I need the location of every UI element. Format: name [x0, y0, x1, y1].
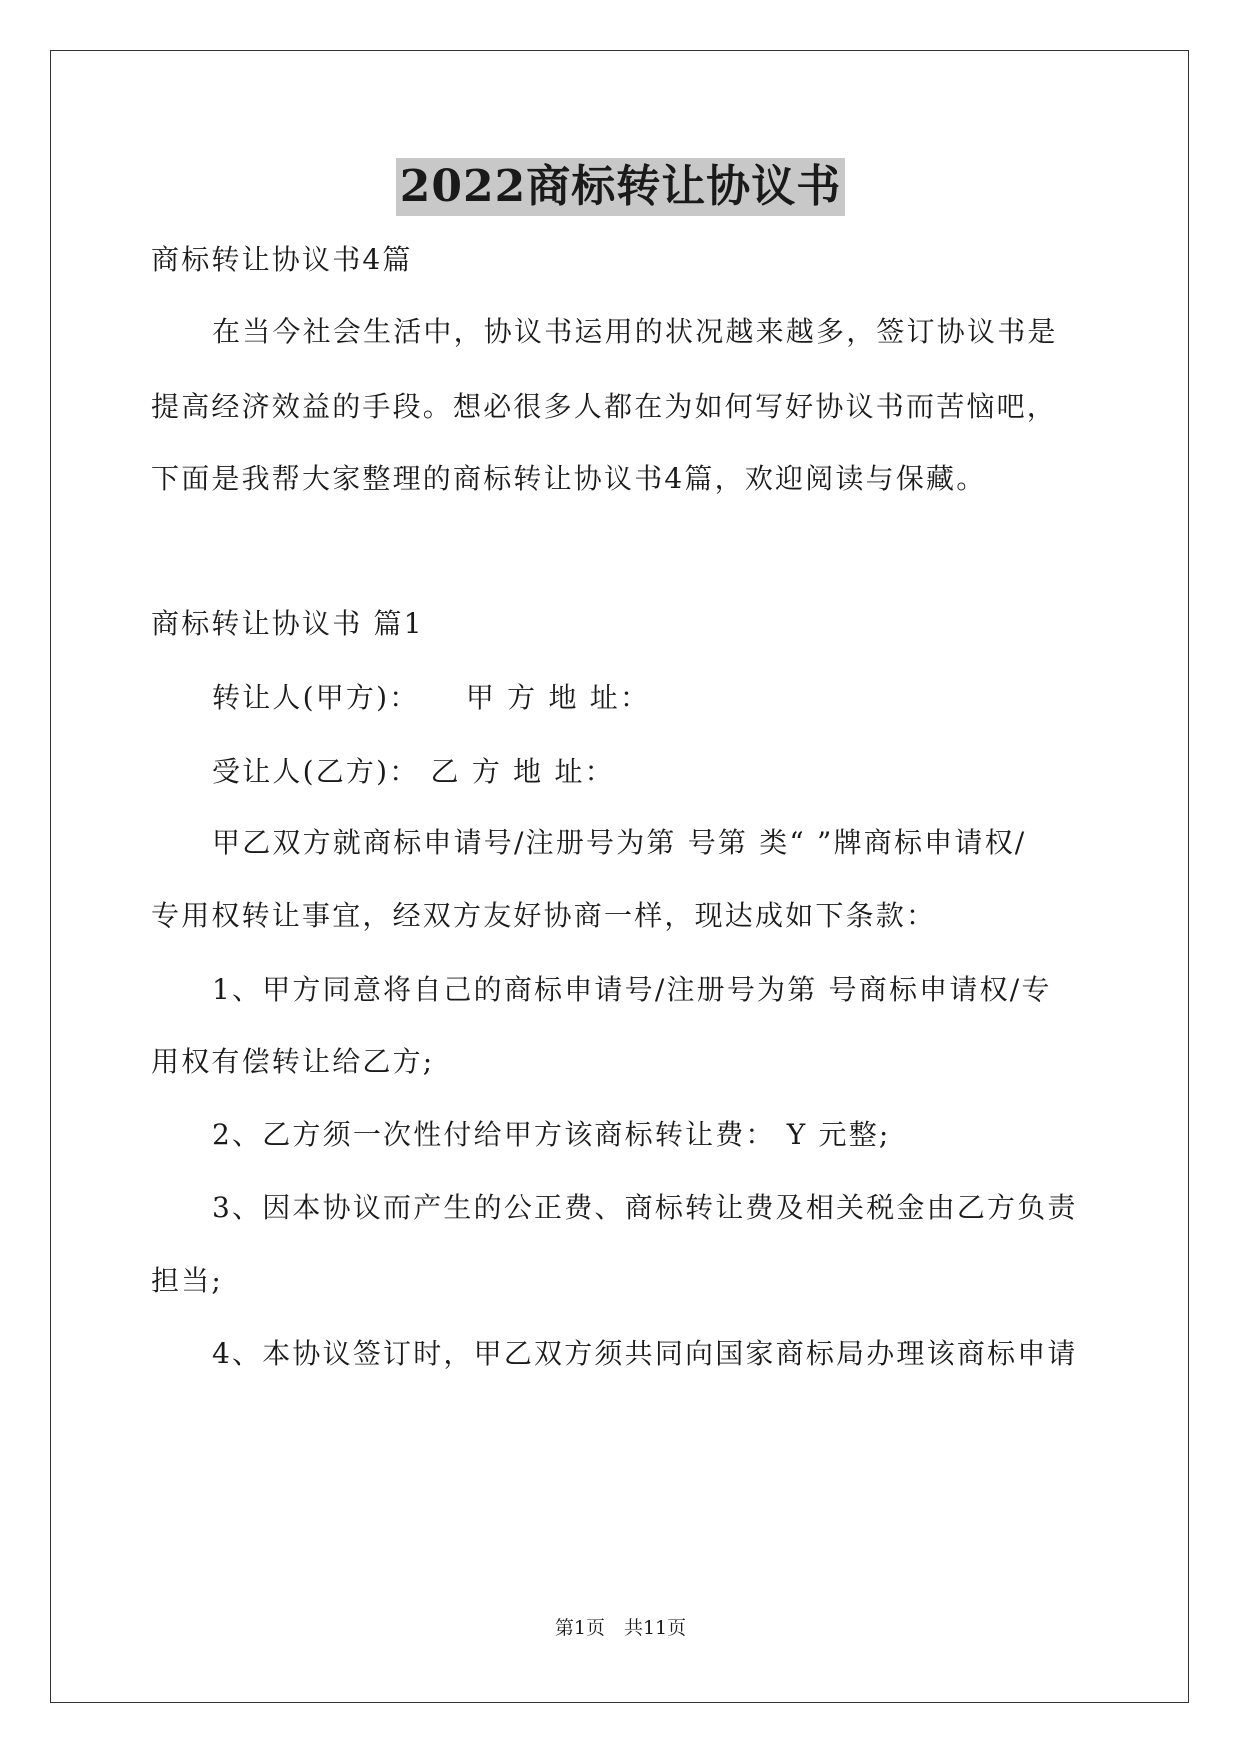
paragraph-line: 3、因本协议而产生的公正费、商标转让费及相关税金由乙方负责	[212, 1191, 1078, 1224]
document-title: 2022商标转让协议书	[396, 158, 845, 216]
subtitle-line: 商标转让协议书4篇	[151, 243, 413, 276]
page-footer: 第1页 共11页	[554, 1617, 687, 1639]
paragraph-line: 在当今社会生活中，协议书运用的状况越来越多，签订协议书是	[212, 315, 1058, 348]
paragraph-line: 2、乙方须一次性付给甲方该商标转让费： Y 元整;	[212, 1118, 891, 1151]
paragraph-line: 用权有偿转让给乙方;	[151, 1045, 435, 1078]
paragraph-line: 4、本协议签订时，甲乙双方须共同向国家商标局办理该商标申请	[212, 1337, 1078, 1370]
paragraph-line: 受让人(乙方)： 乙 方 地 址：	[212, 755, 615, 788]
paragraph-line: 提高经济效益的手段。想必很多人都在为如何写好协议书而苦恼吧，	[151, 390, 1058, 423]
paragraph-line: 转让人(甲方)： 甲 方 地 址：	[212, 681, 651, 714]
paragraph-line: 下面是我帮大家整理的商标转让协议书4篇，欢迎阅读与保藏。	[151, 462, 987, 495]
paragraph-line: 1、甲方同意将自己的商标申请号/注册号为第 号商标申请权/专	[212, 973, 1052, 1006]
section-heading: 商标转让协议书 篇1	[151, 607, 424, 640]
paragraph-line: 专用权转让事宜，经双方友好协商一样，现达成如下条款：	[151, 899, 937, 932]
title-container	[0, 158, 1241, 216]
paragraph-line: 甲乙双方就商标申请号/注册号为第 号第 类“ ”牌商标申请权/	[212, 826, 1027, 859]
page-border	[50, 50, 1189, 1703]
paragraph-line: 担当;	[151, 1264, 224, 1297]
